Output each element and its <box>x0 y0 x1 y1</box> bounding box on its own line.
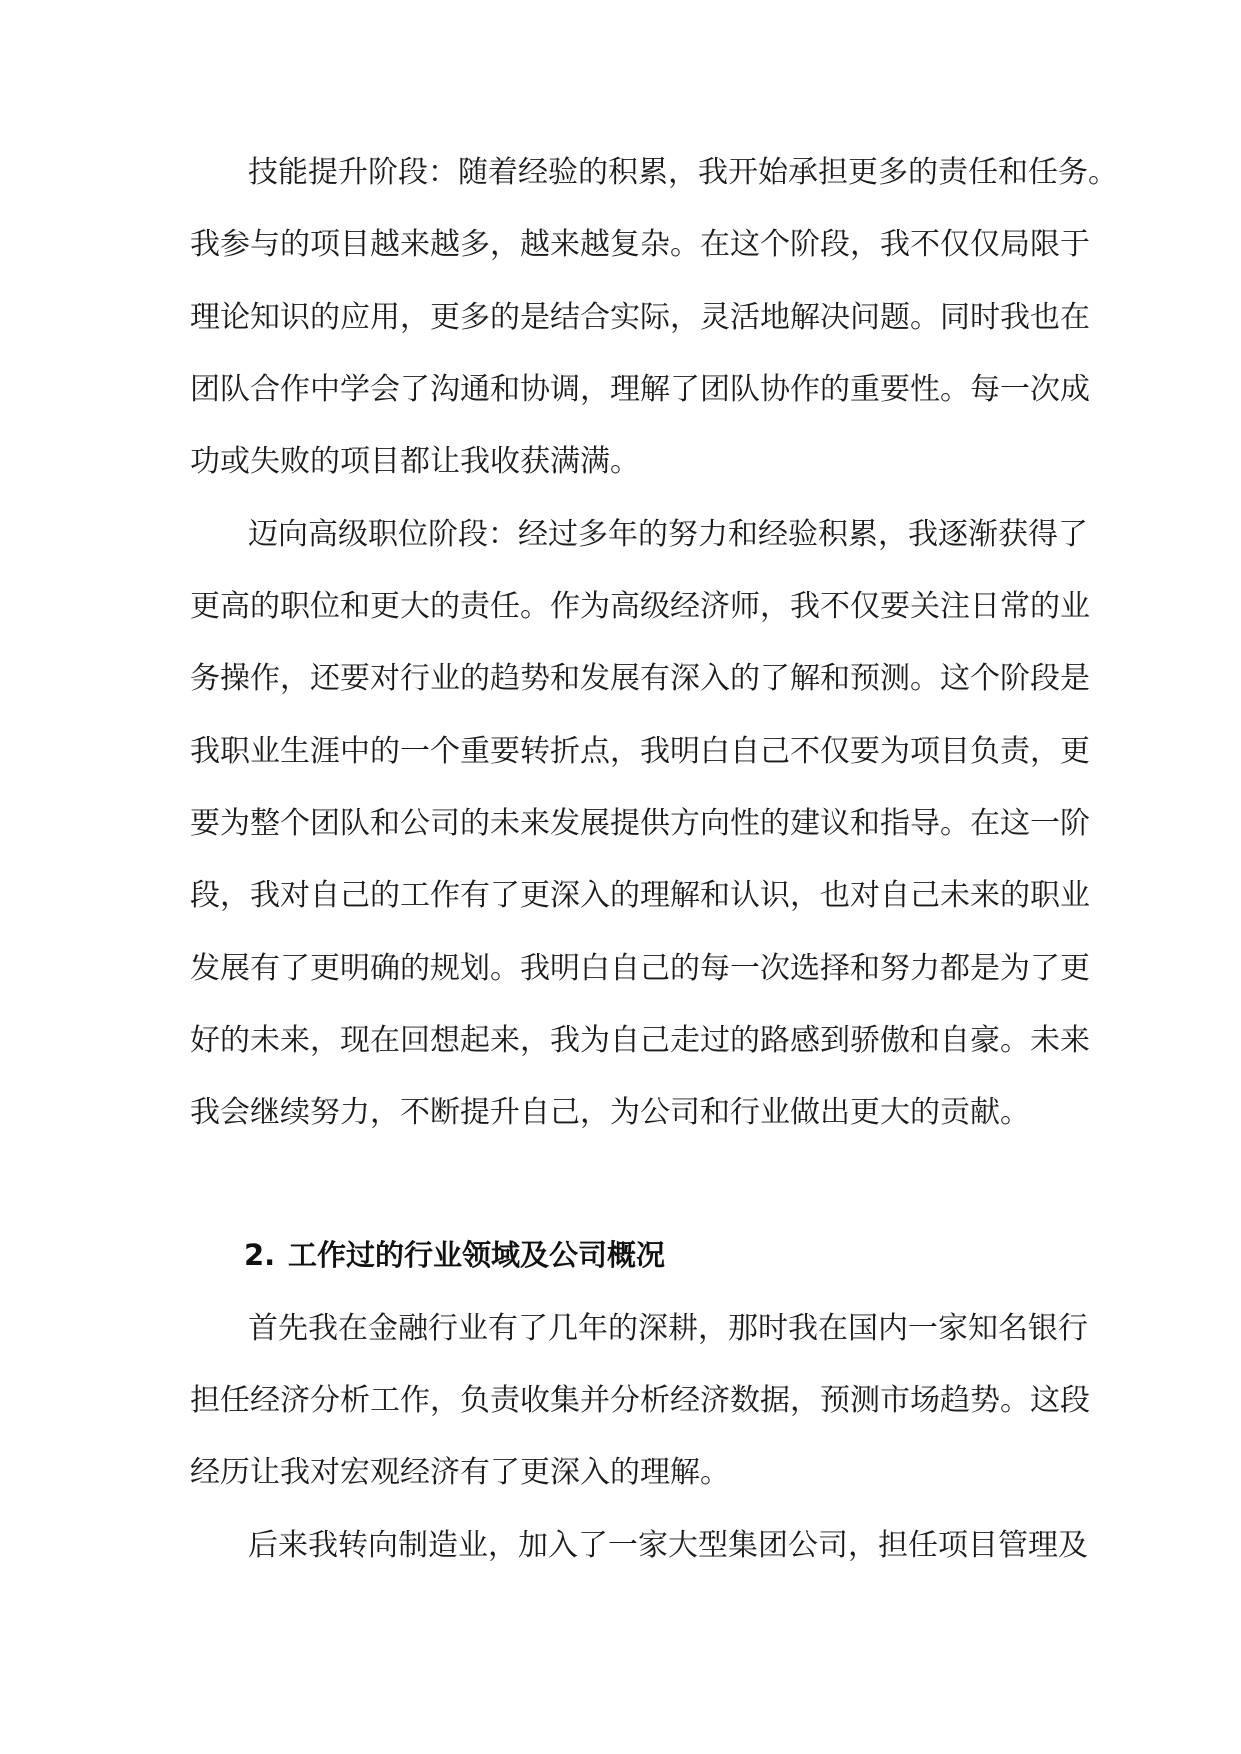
paragraph-2-line-2: 更高的职位和更大的责任。作为高级经济师，我不仅要关注日常的业 <box>190 589 1090 624</box>
paragraph-3-line-1: 首先我在金融行业有了几年的深耕，那时我在国内一家知名银行 <box>248 1311 1088 1346</box>
section-number: 2. <box>244 1238 276 1272</box>
paragraph-3-line-2: 担任经济分析工作，负责收集并分析经济数据，预测市场趋势。这段 <box>190 1383 1090 1418</box>
paragraph-4-line-1: 后来我转向制造业，加入了一家大型集团公司，担任项目管理及 <box>248 1528 1088 1563</box>
paragraph-2-line-4: 我职业生涯中的一个重要转折点，我明白自己不仅要为项目负责，更 <box>190 734 1090 769</box>
paragraph-2-line-7: 发展有了更明确的规划。我明白自己的每一次选择和努力都是为了更 <box>190 951 1090 986</box>
paragraph-1-line-4: 团队合作中学会了沟通和协调，理解了团队协作的重要性。每一次成 <box>190 372 1090 407</box>
paragraph-3-line-3: 经历让我对宏观经济有了更深入的理解。 <box>190 1455 730 1490</box>
paragraph-1-line-1: 技能提升阶段：随着经验的积累，我开始承担更多的责任和任务。 <box>248 155 1118 190</box>
paragraph-2-line-9: 我会继续努力，不断提升自己，为公司和行业做出更大的贡献。 <box>190 1095 1030 1130</box>
paragraph-2-line-6: 段，我对自己的工作有了更深入的理解和认识，也对自己未来的职业 <box>190 878 1090 913</box>
paragraph-2-line-5: 要为整个团队和公司的未来发展提供方向性的建议和指导。在这一阶 <box>190 806 1090 841</box>
paragraph-1-line-2: 我参与的项目越来越多，越来越复杂。在这个阶段，我不仅仅局限于 <box>190 227 1090 262</box>
paragraph-2-line-1: 迈向高级职位阶段：经过多年的努力和经验积累，我逐渐获得了 <box>248 517 1088 552</box>
paragraph-2-line-8: 好的未来，现在回想起来，我为自己走过的路感到骄傲和自豪。未来 <box>190 1023 1090 1058</box>
section-heading <box>244 1233 665 1277</box>
paragraph-1-line-5: 功或失败的项目都让我收获满满。 <box>190 444 640 479</box>
section-title: 工作过的行业领域及公司概况 <box>288 1238 666 1272</box>
paragraph-1-line-3: 理论知识的应用，更多的是结合实际，灵活地解决问题。同时我也在 <box>190 300 1090 335</box>
paragraph-2-line-3: 务操作，还要对行业的趋势和发展有深入的了解和预测。这个阶段是 <box>190 661 1090 696</box>
